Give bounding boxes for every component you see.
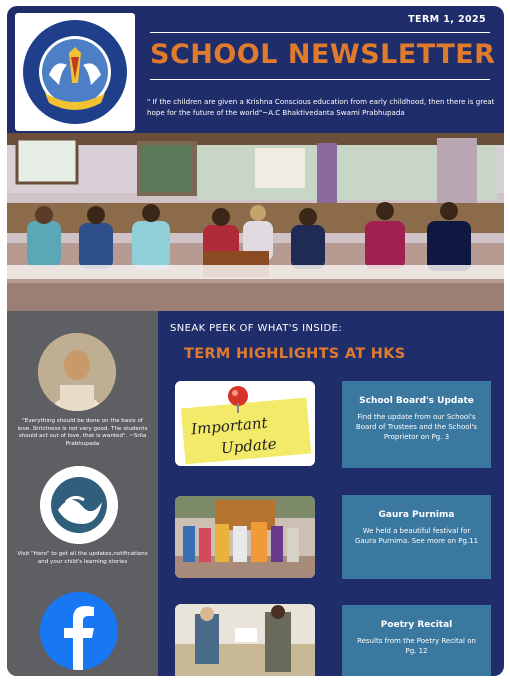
card-title: School Board's Update	[359, 396, 474, 406]
card-title: Gaura Purnima	[378, 510, 455, 520]
poetry-recital-card[interactable]	[342, 605, 491, 676]
newsletter-page	[7, 6, 504, 676]
newsletter-title: SCHOOL NEWSLETTER	[150, 39, 496, 70]
gaura-purnima-photo	[175, 496, 315, 578]
important-note-line-1: Important	[190, 413, 269, 439]
card-title: Poetry Recital	[380, 620, 453, 630]
prabhupada-quote: "Everything should be done on the basis of love. Strictness is not very good. The students should act out of love, that is wanted". ~Srila Prabhupada	[17, 418, 148, 447]
term-highlights-heading: TERM HIGHLIGHTS AT HKS	[184, 346, 406, 362]
important-note-line-2: Update	[220, 434, 278, 458]
sidebar	[7, 311, 158, 676]
sneak-peek-heading: SNEAK PEEK OF WHAT'S INSIDE:	[170, 323, 343, 334]
header-quote: " If the children are given a Krishna Conscious education from early childhood, then there is great hope for the future of the world"~A.C Bhaktivedanta Swami Prabhupada	[147, 97, 495, 117]
card-body: We held a beautiful festival for Gaura Purnima. See more on Pg.11	[354, 527, 479, 545]
title-bottom-rule	[150, 79, 490, 80]
facebook-icon[interactable]	[40, 592, 118, 670]
hero-photo	[7, 133, 504, 311]
prabhupada-portrait	[38, 333, 116, 411]
hero-app-text: Visit "Hero" to get all the updates,notifications and your child's learning stories	[17, 551, 148, 565]
board-update-card[interactable]	[342, 381, 491, 468]
school-logo	[15, 13, 135, 131]
card-body: Results from the Poetry Recital on Pg. 12	[357, 637, 476, 655]
important-update-image	[175, 381, 315, 466]
title-top-rule	[150, 32, 490, 33]
hero-app-logo-icon[interactable]	[40, 466, 118, 544]
term-label: TERM 1, 2025	[408, 14, 486, 25]
poetry-recital-photo	[175, 604, 315, 676]
gaura-purnima-card[interactable]	[342, 495, 491, 579]
card-body: Find the update from our School's Board of Trustees and the School's Proprietor on Pg. 3	[355, 413, 478, 441]
